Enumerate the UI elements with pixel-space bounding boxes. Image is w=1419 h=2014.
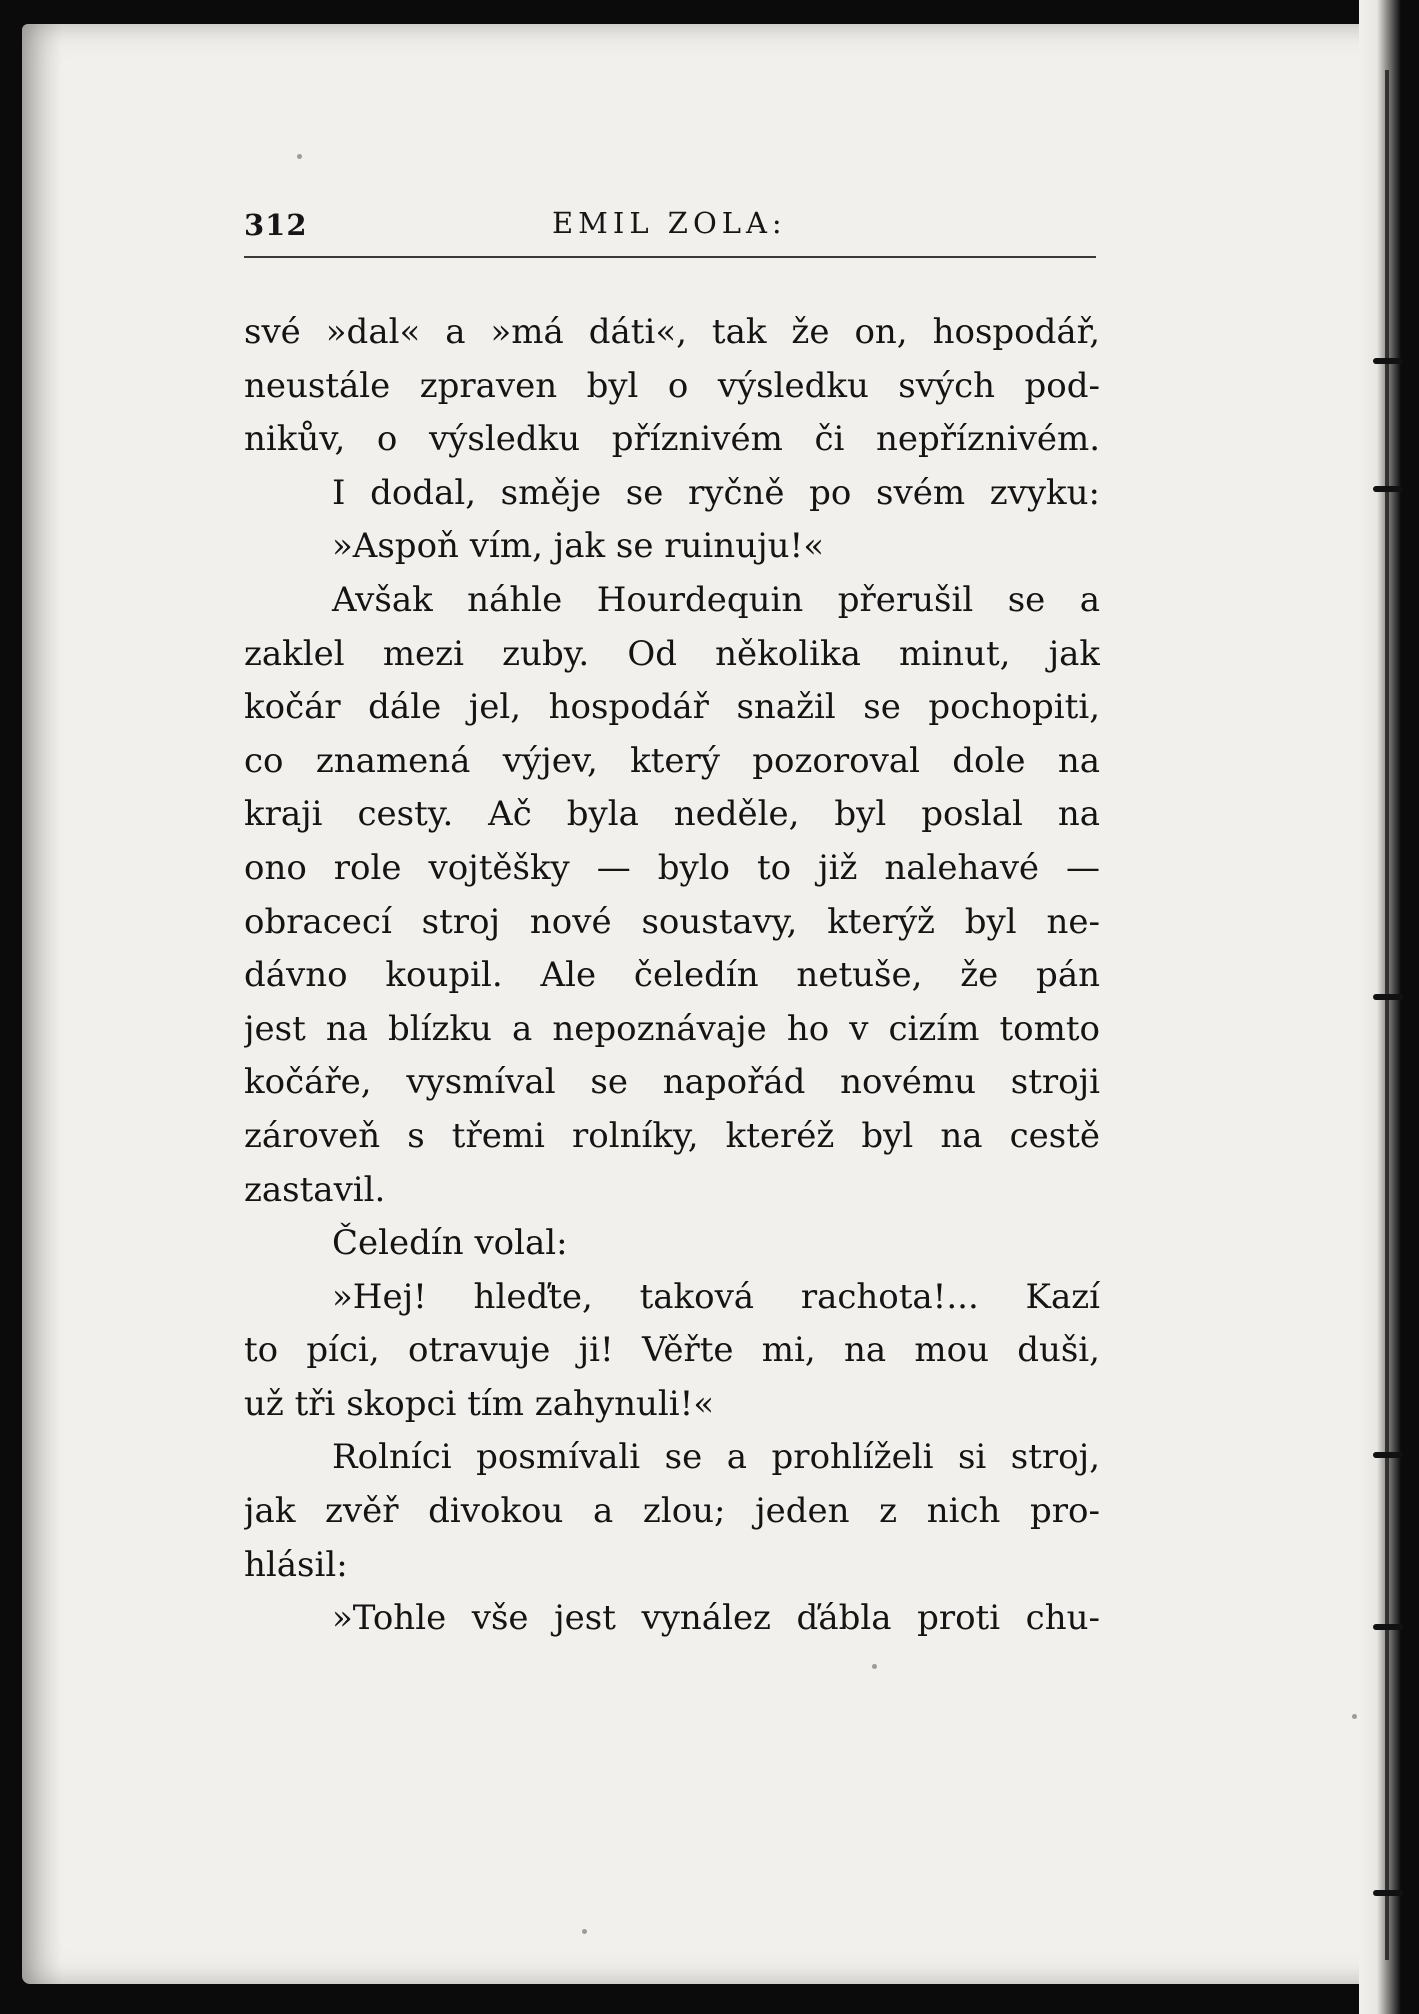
text-line: zaklel mezi zuby. Od několika minut, jak: [244, 633, 1100, 674]
text-line: jak zvěř divokou a zlou; jeden z nich pro-: [244, 1491, 1100, 1532]
text-line: dávno koupil. Ale čeledín netuše, že pán: [244, 955, 1100, 996]
header-rule: [244, 256, 1096, 258]
text-line: I dodal, směje se ryčně po svém zvyku:: [332, 472, 1100, 513]
paper-speck: [582, 1929, 587, 1934]
book-binding-edge: [1359, 0, 1419, 2014]
body-text: [244, 306, 1100, 1646]
binding-stitch: [1373, 994, 1403, 1000]
paper-speck: [1352, 1714, 1357, 1719]
text-line: to píci, otravuje ji! Věřte mi, na mou duši,: [244, 1330, 1100, 1371]
text-line: ono role vojtěšky — bylo to již nalehavé —: [244, 847, 1100, 888]
binding-stitch: [1373, 1890, 1403, 1896]
text-line: »Hej! hleďte, taková rachota!... Kazí: [332, 1276, 1100, 1317]
binding-stitch: [1373, 1624, 1403, 1630]
text-line: obracecí stroj nové soustavy, kterýž byl ne-: [244, 901, 1100, 942]
binding-thread: [1385, 70, 1389, 1960]
binding-stitch: [1373, 486, 1403, 492]
text-line: jest na blízku a nepoznávaje ho v cizím tomto: [244, 1008, 1100, 1049]
binding-stitch: [1373, 358, 1403, 364]
text-line: »Aspoň vím, jak se ruinuju!«: [332, 526, 825, 567]
running-head: EMIL ZOLA:: [552, 206, 787, 240]
text-line: Čeledín volal:: [332, 1223, 568, 1264]
text-line: co znamená výjev, který pozoroval dole na: [244, 740, 1100, 781]
page-header: [244, 206, 1096, 256]
text-line: neustále zpraven byl o výsledku svých pod-: [244, 365, 1100, 406]
text-line: své »dal« a »má dáti«, tak že on, hospodář,: [244, 312, 1100, 352]
text-line: kraji cesty. Ač byla neděle, byl poslal na: [244, 794, 1100, 835]
paper-speck: [297, 154, 302, 159]
text-line: už tři skopci tím zahynuli!«: [244, 1383, 715, 1424]
text-line: nikův, o výsledku příznivém či nepříznivém.: [244, 419, 1100, 460]
text-line: Avšak náhle Hourdequin přerušil se a: [332, 579, 1100, 620]
page-number: 312: [244, 208, 308, 242]
text-line: »Tohle vše jest vynález ďábla proti chu-: [332, 1598, 1100, 1639]
text-line: kočáře, vysmíval se napořád novému stroji: [244, 1062, 1100, 1103]
binding-stitch: [1373, 1452, 1403, 1458]
text-line: kočár dále jel, hospodář snažil se pochopiti,: [244, 687, 1100, 728]
text-line: hlásil:: [244, 1544, 348, 1585]
text-line: Rolníci posmívali se a prohlíželi si stroj,: [332, 1437, 1100, 1478]
paper-speck: [872, 1664, 877, 1669]
text-line: zároveň s třemi rolníky, kteréž byl na cestě: [244, 1115, 1100, 1156]
text-line: zastavil.: [244, 1169, 386, 1210]
